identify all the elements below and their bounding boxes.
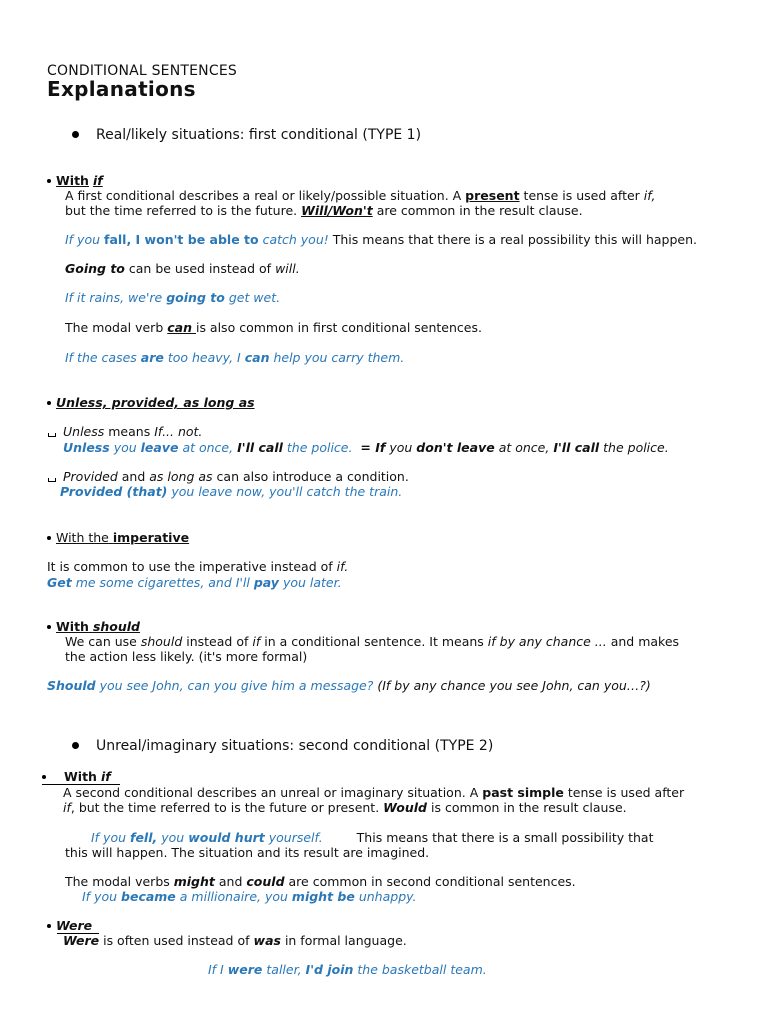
paragraph-line: A second conditional describes an unreal or imaginary situation. A past simple tense is used after [63,785,685,800]
bullet-icon [47,401,51,405]
bullet-icon [47,924,51,928]
subheading-with-if: With if [42,769,111,785]
example-sentence: If you fell, you would hurt yourself. This means that there is a small possibility that [91,830,654,845]
subheading-imperative: With the imperative [47,530,189,546]
document-title: CONDITIONAL SENTENCES [47,63,237,79]
checkbox-bullet-icon [48,433,56,437]
subheading-should: With should [47,619,140,635]
example-sentence: If I were taller, I'd join the basketball team. [208,962,487,977]
bullet-icon [47,179,51,183]
bullet-icon [47,536,51,540]
paragraph-line: Going to can be used instead of will. [65,261,300,276]
paragraph-line: The modal verbs might and could are common in second conditional sentences. [65,874,576,889]
example-sentence: Get me some cigarettes, and I'll pay you later. [47,575,342,590]
paragraph-line: if, but the time referred to is the future or present. Would is common in the result clause. [63,800,627,815]
bullet-icon [42,775,46,779]
section-heading-type2: Unreal/imaginary situations: second conditional (TYPE 2) [72,738,493,754]
bullet-icon [47,625,51,629]
example-sentence: Should you see John, can you give him a message? (If by any chance you see John, can you…?) [47,678,651,693]
paragraph-line: Provided and as long as can also introduce a condition. [63,469,409,484]
example-sentence: Provided (that) you leave now, you'll catch the train. [60,484,403,499]
example-sentence: If you fall, I won't be able to catch you! This means that there is a real possibility this will happen. [65,232,697,247]
example-sentence: If you became a millionaire, you might be unhappy. [82,889,417,904]
example-sentence: If it rains, we're going to get wet. [65,290,281,305]
subheading-unless: Unless, provided, as long as [47,395,255,411]
paragraph-line: A first conditional describes a real or likely/possible situation. A present tense is used after if, [65,188,656,203]
page-heading: Explanations [47,77,196,101]
paragraph-line: Unless means If... not. [63,424,203,439]
bullet-icon [72,131,79,138]
checkbox-bullet-icon [48,478,56,482]
paragraph-line: It is common to use the imperative instead of if. [47,559,349,574]
paragraph-line: We can use should instead of if in a conditional sentence. It means if by any chance ... and makes [65,634,680,649]
paragraph-line: The modal verb can is also common in first conditional sentences. [65,320,482,335]
paragraph-line: the action less likely. (it's more formal) [65,649,308,664]
example-sentence: Unless you leave at once, I'll call the police. = If you don't leave at once, I'll call the police. [63,440,669,455]
paragraph-line: Were is often used instead of was in formal language. [63,933,407,948]
section-heading-type1: Real/likely situations: first conditional (TYPE 1) [72,127,421,143]
paragraph-line: this will happen. The situation and its result are imagined. [65,845,430,860]
subheading-with-if: With if [47,173,103,189]
example-sentence: If the cases are too heavy, I can help you carry them. [65,350,405,365]
subheading-were: Were [47,918,92,934]
bullet-icon [72,742,79,749]
paragraph-line: but the time referred to is the future. Will/Won't are common in the result clause. [65,203,583,218]
